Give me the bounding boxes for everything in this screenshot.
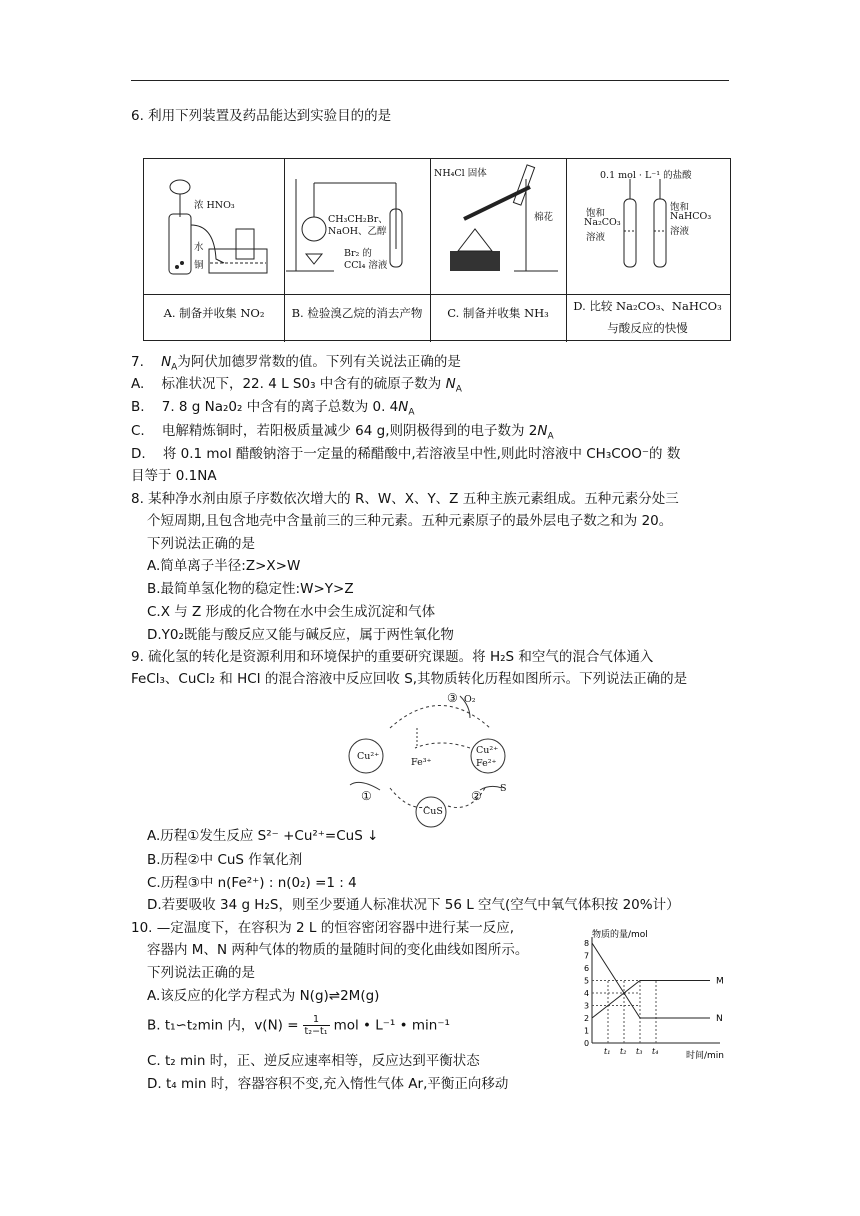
label-hcl: 0.1 mol · L⁻¹ 的盐酸 <box>600 170 692 181</box>
q10-line1: 10. —定温度下，在容积为 2 L 的恒容密闭容器中进行某一反应, <box>131 920 515 936</box>
diagram-cu2plus: Cu²⁺ <box>357 751 380 762</box>
diagram-s: S <box>500 783 507 794</box>
x-tick-label: t₃ <box>636 1047 643 1056</box>
y-tick-label: 1 <box>584 1026 590 1036</box>
label-copper: 铜 <box>194 260 204 271</box>
caption-d: D. 比较 Na₂CO₃、NaHCO₃ 与酸反应的快慢 <box>573 299 722 335</box>
label-b-reagent1: CH₃CH₂Br、 <box>328 214 388 225</box>
diagram-step3: ③ <box>447 691 458 705</box>
label-d-left3: 溶液 <box>586 232 606 243</box>
caption-a: A. 制备并收集 NO₂ <box>144 295 285 342</box>
label-d-left2: Na₂CO₃ <box>584 217 621 228</box>
y-tick-label: 0 <box>584 1039 590 1048</box>
q9-option-c: C.历程③中 n(Fe²⁺) : n(0₂) =1 : 4 <box>147 875 357 891</box>
header-rule <box>131 80 729 81</box>
label-cotton: 棉花 <box>534 212 554 223</box>
q8-option-d: D.Y0₂既能与酸反应又能与碱反应，属于两性氧化物 <box>147 627 454 643</box>
q8-option-b: B.最简单氢化物的稳定性:W>Y>Z <box>147 581 354 597</box>
diagram-step2: ② <box>471 789 482 803</box>
chart-xlabel: 时间/min <box>686 1051 725 1061</box>
label-d-right2: NaHCO₃ <box>670 211 712 222</box>
diagram-cus: CuS <box>423 806 443 817</box>
label-water: 水 <box>194 242 204 253</box>
q9-line2: FeCl₃、CuCl₂ 和 HCI 的混合溶液中反应回收 S,其物质转化历程如图所示。下列说法正确的是 <box>131 671 688 687</box>
label-d-left1: 饱和 <box>586 208 606 219</box>
apparatus-a-drawing <box>144 159 284 293</box>
label-d-right3: 溶液 <box>670 226 690 237</box>
q10-option-c: C. t₂ min 时，正、逆反应速率相等，反应达到平衡状态 <box>147 1053 480 1069</box>
diagram-step1: ① <box>361 789 372 803</box>
q10-line2: 容器内 M、N 两种气体的物质的量随时间的变化曲线如图所示。 <box>147 942 529 958</box>
diagram-o2: O₂ <box>464 694 476 705</box>
y-tick-label: 5 <box>584 976 590 986</box>
y-tick-label: 3 <box>584 1001 590 1011</box>
q8-line1: 8. 某种净水剂由原子序数依次增大的 R、W、X、Y、Z 五种主族元素组成。五种元素分处三 <box>131 491 679 507</box>
q10-option-b: B. t₁∽t₂min 内，v(N) = $\frac{1}{\text{t₂−t₁}}$ mol • L⁻¹ • min⁻¹ <box>147 1014 450 1037</box>
caption-c: C. 制备并收集 NH₃ <box>430 295 567 342</box>
q7-option-b: B. 7. 8 g Na₂0₂ 中含有的离子总数为 0. $4N_A$ <box>131 399 415 418</box>
chart-ylabel: 物质的量/mol <box>592 930 648 940</box>
q9-option-a: A.历程①发生反应 S²⁻ +Cu²⁺=CuS ↓ <box>147 828 379 844</box>
y-tick-label: 4 <box>584 989 590 998</box>
q7-option-c: C. 电解精炼铜时，若阳极质量减少 64 g,则阴极得到的电子数为 $2N_A$ <box>131 423 554 442</box>
y-tick-label: 6 <box>584 964 590 973</box>
q9-option-d: D.若要吸收 34 g H₂S，则至少要通人标准状况下 56 L 空气(空气中氧气体积按 20%计） <box>147 897 680 913</box>
x-tick-label: t₄ <box>652 1047 659 1056</box>
diagram-cu2plus-right: Cu²⁺ <box>476 745 499 756</box>
q10-line3: 下列说法正确的是 <box>147 965 255 981</box>
amount-time-chart <box>578 925 730 1063</box>
caption-b: B. 检验溴乙烷的消去产物 <box>284 295 431 342</box>
apparatus-table <box>143 158 731 341</box>
rate-fraction: $\frac{1}{\text{t₂−t₁}}$ <box>304 1014 328 1037</box>
q8-option-a: A.简单离子半径:Z>X>W <box>147 558 301 574</box>
apparatus-c-drawing <box>430 159 566 293</box>
q7-option-d-cont: 目等于 0.1NA <box>131 468 217 484</box>
series-label-N: N <box>716 1014 723 1024</box>
q8-option-c: C.X 与 Z 形成的化合物在水中会生成沉淀和气体 <box>147 604 436 620</box>
label-b-br2: Br₂ 的 <box>344 248 372 259</box>
q9-option-b: B.历程②中 CuS 作氧化剂 <box>147 852 303 868</box>
y-tick-label: 2 <box>584 1014 590 1023</box>
q6-stem: 6. 利用下列装置及药品能达到实验目的的是 <box>131 108 392 124</box>
apparatus-captions <box>144 294 730 342</box>
x-tick-label: t₁ <box>604 1047 611 1056</box>
diagram-fe2plus: Fe²⁺ <box>476 758 497 769</box>
label-conc-hno3: 浓 HNO₃ <box>194 200 235 211</box>
q7-option-d: D. 将 0.1 mol 醋酸钠溶于一定量的稀醋酸中,若溶液呈中性,则此时溶液中 CH₃COO⁻的 数 <box>131 446 681 462</box>
y-tick-label: 8 <box>584 939 590 948</box>
q10-option-d: D. t₄ min 时，容器容积不变,充入惰性气体 Ar,平衡正向移动 <box>147 1076 509 1092</box>
q8-line2: 个短周期,且包含地壳中含量前三的三种元素。五种元素原子的最外层电子数之和为 20。 <box>147 513 673 529</box>
label-b-ccl4: CCl₄ 溶液 <box>344 260 388 271</box>
series-label-M: M <box>716 976 724 987</box>
q7-option-a: A. 标准状况下，22. 4 L S0₃ 中含有的硫原子数为 $N_A$ <box>131 376 462 395</box>
x-tick-label: t₂ <box>620 1047 627 1056</box>
label-b-reagent2: NaOH、乙醇 <box>328 226 387 237</box>
diagram-fe3plus: Fe³⁺ <box>411 757 432 768</box>
series-line-M <box>592 981 710 1019</box>
q10-option-a: A.该反应的化学方程式为 N(g)⇌2M(g) <box>147 988 380 1004</box>
label-nh4cl: NH₄Cl 固体 <box>434 168 487 179</box>
q8-line3: 下列说法正确的是 <box>147 536 255 552</box>
q7-stem: 7. $N_A$为阿伏加德罗常数的值。下列有关说法正确的是 <box>131 354 461 373</box>
y-tick-label: 7 <box>584 951 590 961</box>
q9-line1: 9. 硫化氢的转化是资源利用和环境保护的重要研究课题。将 H₂S 和空气的混合气体通入 <box>131 649 654 665</box>
label-d-right1: 饱和 <box>670 202 690 213</box>
